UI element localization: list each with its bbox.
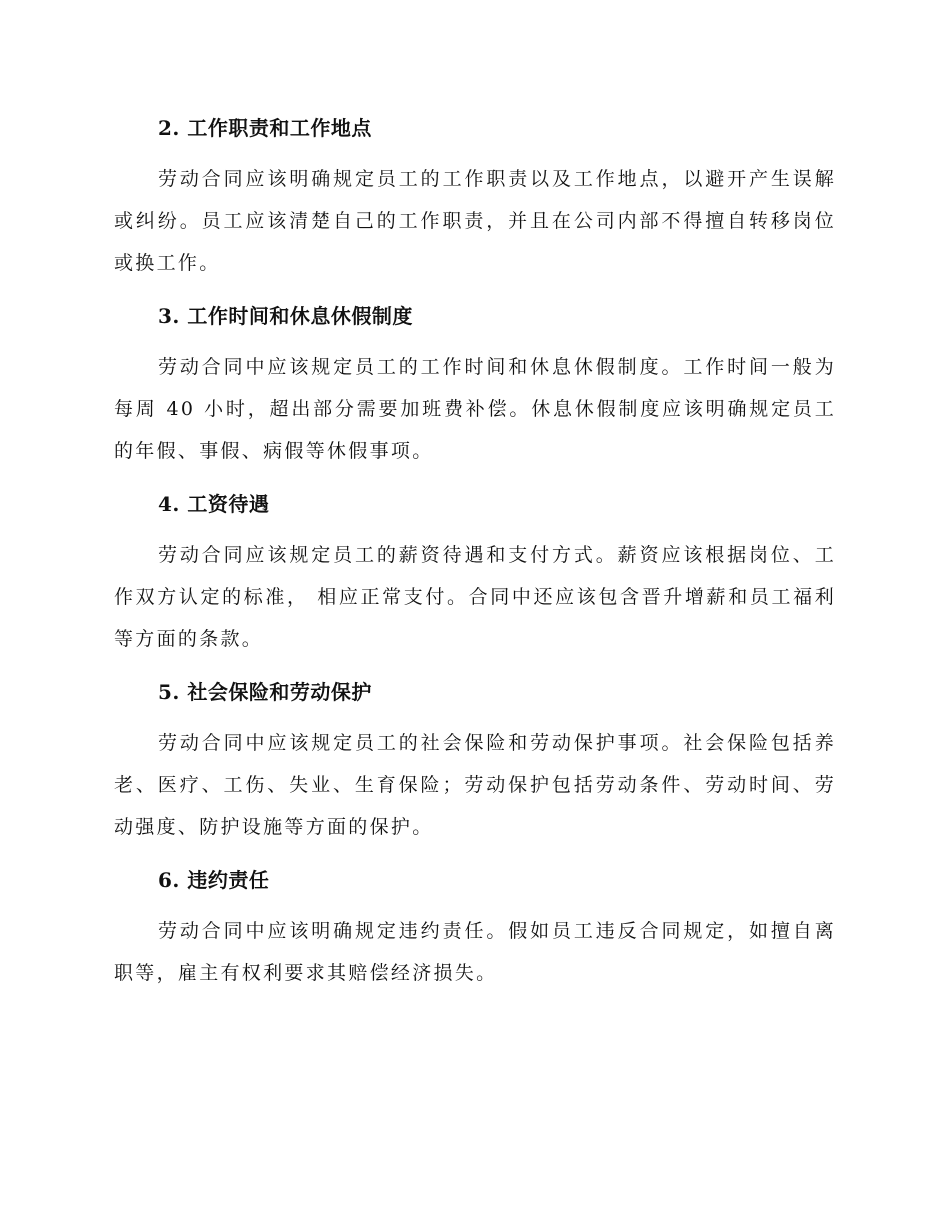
section-liability bbox=[114, 864, 836, 994]
section-paragraph: 劳动合同中应该规定员工的社会保险和劳动保护事项。社会保险包括养老、医疗、工伤、失业、生育保险；劳动保护包括劳动条件、劳动时间、劳动强度、防护设施等方面的保护。 bbox=[114, 732, 836, 838]
section-paragraph: 劳动合同中应该明确规定违约责任。假如员工违反合同规定，如擅自离职等，雇主有权利要求其赔偿经济损失。 bbox=[114, 920, 836, 984]
section-heading: 2. 工作职责和工作地点 bbox=[158, 116, 372, 140]
section-paragraph: 劳动合同中应该规定员工的工作时间和休息休假制度。工作时间一般为每周 40 小时，超出部分需要加班费补偿。休息休假制度应该明确规定员工的年假、事假、病假等休假事项。 bbox=[114, 356, 836, 462]
section-work-hours-leave bbox=[114, 300, 836, 472]
section-salary bbox=[114, 488, 836, 660]
section-social-insurance bbox=[114, 676, 836, 848]
section-paragraph: 劳动合同应该规定员工的薪资待遇和支付方式。薪资应该根据岗位、工作双方认定的标准， 相应正常支付。合同中还应该包含晋升增薪和员工福利等方面的条款。 bbox=[114, 544, 836, 650]
section-heading: 3. 工作时间和休息休假制度 bbox=[158, 304, 413, 328]
section-heading: 5. 社会保险和劳动保护 bbox=[158, 680, 372, 704]
section-paragraph: 劳动合同应该明确规定员工的工作职责以及工作地点，以避开产生误解或纠纷。员工应该清楚自己的工作职责，并且在公司内部不得擅自转移岗位或换工作。 bbox=[114, 168, 836, 274]
section-heading: 6. 违约责任 bbox=[158, 868, 270, 892]
section-heading: 4. 工资待遇 bbox=[158, 492, 270, 516]
section-work-duties-location bbox=[114, 112, 836, 284]
